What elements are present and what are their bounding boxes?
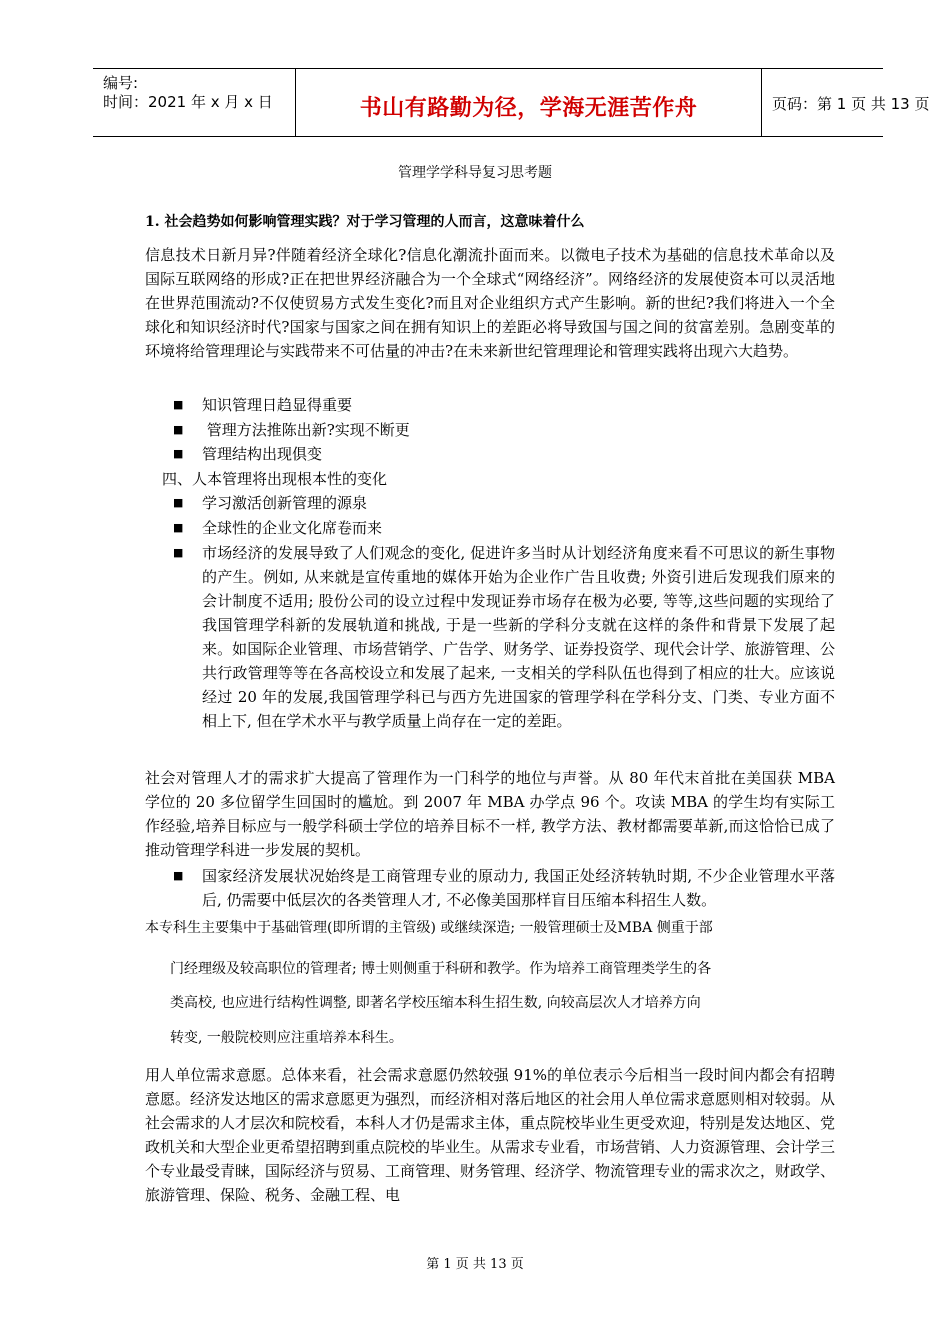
mba-paragraph: 社会对管理人才的需求扩大提高了管理作为一门科学的地位与声誉。从 80 年代末首批在美国获 MBA 学位的 20 多位留学生回国时的尴尬。到 2007 年 MBA 办学点 96 个。攻读 MBA 的学生均有实际工作经验,培养目标应与一般学科硕士学位的培养目标不一样, 教学方法、教材都需要革新,而这恰恰已成了推动管理学科进一步发展的契机。 <box>145 769 835 859</box>
header-page-cell <box>761 69 930 136</box>
bullet-icon: ■ <box>173 546 184 559</box>
list-item <box>173 491 835 515</box>
bullet-icon: ■ <box>173 496 184 509</box>
bullet-icon: ■ <box>173 869 184 882</box>
intro-paragraph: 信息技术日新月异?伴随着经济全球化?信息化潮流扑面而来。以微电子技术为基础的信息技术革命以及国际互联网络的形成?正在把世界经济融合为一个全球式“网络经济”。网络经济的发展使资本可以灵活地在世界范围流动?不仅使贸易方式发生变化?而且对企业组织方式产生影响。新的世纪?我们将进入一个全球化和知识经济时代?国家与国家之间在拥有知识上的差距必将导致国与国之间的贫富差别。急剧变革的环境将给管理理论与实践带来不可估量的冲击?在未来新世纪管理理论和管理实践将出现六大趋势。 <box>145 246 835 360</box>
list-item-text: 学习激活创新管理的源泉 <box>202 494 368 512</box>
spaced-line: 类高校, 也应进行结构性调整, 即著名学校压缩本科生招生数, 向较高层次人才培养方向 <box>170 995 701 1011</box>
list-item <box>173 541 835 733</box>
spaced-line: 门经理级及较高职位的管理者; 博士则侧重于科研和教学。作为培养工商管理类学生的各 <box>170 961 712 977</box>
list-item <box>173 418 835 442</box>
list-item-text: 知识管理日趋显得重要 <box>202 396 353 414</box>
page-number-label: 页码：第 1 页 共 13 页 <box>772 95 930 113</box>
time-label: 时间：2021 年 x 月 x 日 <box>103 93 273 111</box>
bullet-icon: ■ <box>173 447 184 460</box>
question-heading: 1. 社会趋势如何影响管理实践？对于学习管理的人而言，这意味着什么 <box>145 214 585 230</box>
list-item <box>173 864 835 912</box>
spaced-line: 转变, 一般院校则应注重培养本科生。 <box>170 1030 403 1046</box>
list-item <box>173 442 835 466</box>
list-item-text: 管理方法推陈出新?实现不断更 <box>202 421 410 439</box>
list-item-text: 全球性的企业文化席卷而来 <box>202 519 383 537</box>
document-header <box>93 68 930 137</box>
header-motto-cell <box>295 69 762 136</box>
bullet-icon: ■ <box>173 423 184 436</box>
list-item <box>173 516 835 540</box>
bullet-icon: ■ <box>173 398 184 411</box>
code-label: 编号: <box>103 74 139 92</box>
demand-paragraph: 用人单位需求意愿。总体来看，社会需求意愿仍然较强 91%的单位表示今后相当一段时间内都会有招聘意愿。经济发达地区的需求意愿更为强烈，而经济相对落后地区的社会用人单位需求意愿则相对较弱。从社会需求的人才层次和院校看，本科人才仍是需求主体，重点院校毕业生更受欢迎，特别是发达地区、党政机关和大型企业更希望招聘到重点院校的毕业生。从需求专业看，市场营销、人力资源管理、会计学三个专业最受青睐，国际经济与贸易、工商管理、财务管理、经济学、物流管理专业的需求次之，财政学、旅游管理、保险、税务、金融工程、电 <box>145 1066 836 1204</box>
list-item-text: 市场经济的发展导致了人们观念的变化, 促进许多当时从计划经济角度来看不可思议的新生事物的产生。例如, 从来就是宣传重地的媒体开始为企业作广告且收费; 外资引进后发现我们原来的会计制度不适用; 股份公司的设立过程中发现证券市场存在极为必要, 等等,这些问题的实现给了我国管理学科新的发展轨道和挑战, 于是一些新的学科分支就在这样的条件和背景下发展了起来。如国际企业管理、市场营销学、广告学、财务学、证券投资学、现代会计学、旅游管理、公共行政管理等等在各高校设立和发展了起来, 一支相关的学科队伍也得到了相应的壮大。应该说经过 20 年的发展,我国管理学科已与西方先进国家的管理学科在学科分支、门类、专业方面不相上下, 但在学术水平与教学质量上尚存在一定的差距。 <box>202 544 835 730</box>
list-item <box>173 393 835 417</box>
section-four-heading: 四、人本管理将出现根本性的变化 <box>162 470 388 488</box>
document-title: 管理学学科导复习思考题 <box>398 165 552 181</box>
header-meta-cell <box>93 69 295 136</box>
list-item-text: 管理结构出现俱变 <box>202 445 323 463</box>
spaced-line: 本专科生主要集中于基础管理(即所谓的主管级) 或继续深造; 一般管理硕士及MBA 侧重于部 <box>145 920 713 936</box>
motto: 书山有路勤为径，学海无涯苦作舟 <box>359 96 698 121</box>
page-footer: 第 1 页 共 13 页 <box>426 1257 524 1272</box>
bullet-icon: ■ <box>173 521 184 534</box>
list-item-text: 国家经济发展状况始终是工商管理专业的原动力, 我国正处经济转轨时期, 不少企业管理水平落后, 仍需要中低层次的各类管理人才, 不必像美国那样盲目压缩本科招生人数。 <box>202 867 835 909</box>
